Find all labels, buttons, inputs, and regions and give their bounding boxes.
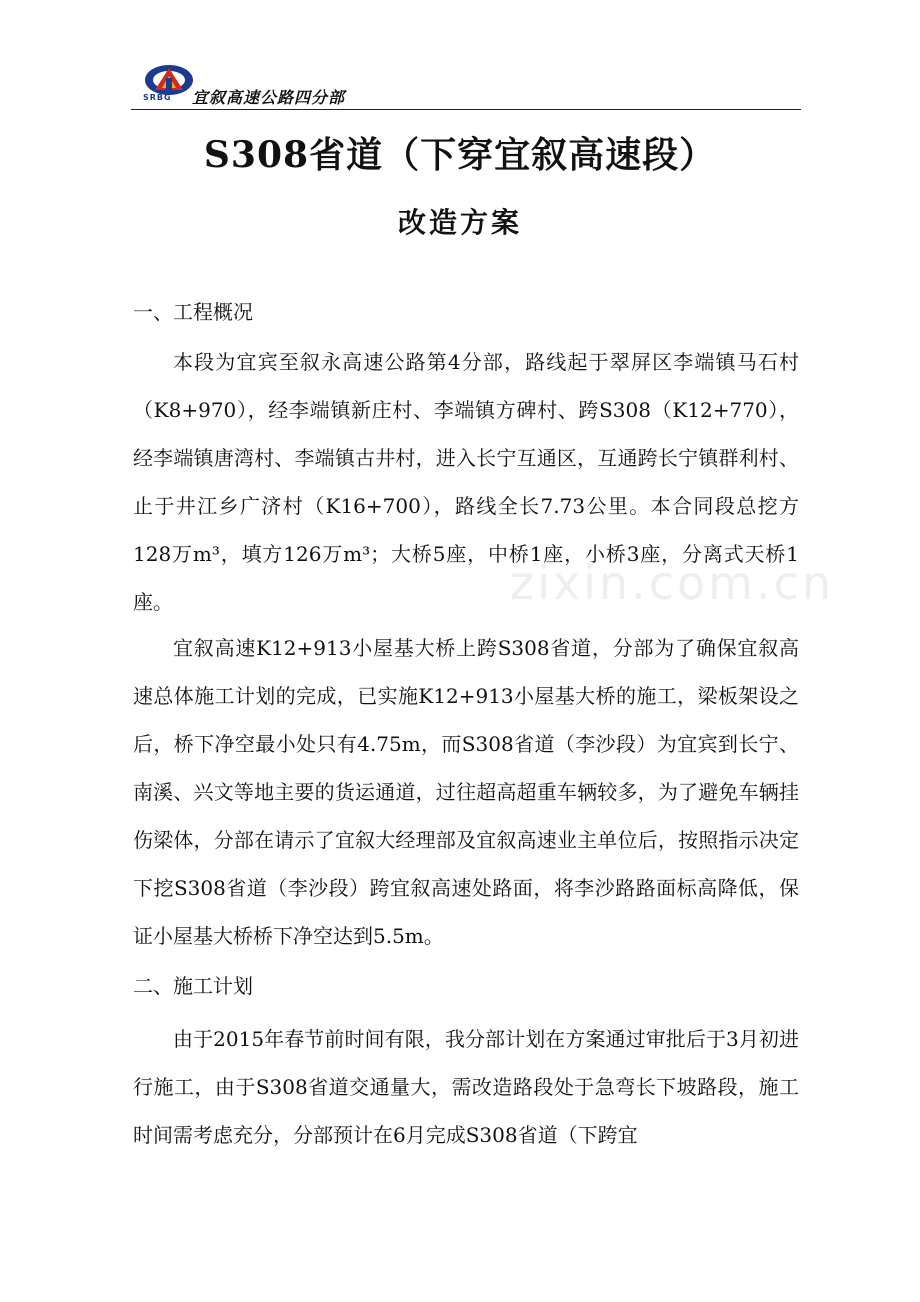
section-heading-overview: 一、工程概况 — [133, 300, 253, 324]
document-subtitle: 改造方案 — [397, 206, 522, 239]
paragraph-bridge-clearance: 宜叙高速K12+913小屋基大桥上跨S308省道，分部为了确保宜叙高速总体施工计划的完成，已实施K12+913小屋基大桥的施工，梁板架设之后，桥下净空最小处只有4.75m，而S308省道（李沙段）为宜宾到长宁、南溪、兴文等地主要的货运通道，过往超高超重车辆较多，为了避免车辆挂伤梁体，分部在请示了宜叙大经理部及宜叙高速业主单位后，按照指示决定下挖S308省道（李沙段）跨宜叙高速处路面，将李沙路路面标高降低，保证小屋基大桥桥下净空达到5.5m。 — [133, 636, 799, 948]
logo-text: SRBG — [143, 93, 172, 102]
paragraph-construction-plan: 由于2015年春节前时间有限，我分部计划在方案通过审批后于3月初进行施工，由于S308省道交通量大，需改造路段处于急弯长下坡路段，施工时间需考虑充分，分部预计在6月完成S308省道（下跨宜 — [133, 1027, 799, 1147]
header-divider — [131, 109, 801, 110]
section-heading-construction-plan: 二、施工计划 — [133, 974, 253, 998]
watermark: zixin.com.cn — [510, 556, 835, 610]
page-header — [131, 60, 801, 112]
company-name: 宜叙高速公路四分部 — [192, 88, 346, 107]
document-title: S308省道（下穿宜叙高速段） — [203, 134, 717, 176]
paragraph-project-overview: 本段为宜宾至叙永高速公路第4分部，路线起于翠屏区李端镇马石村（K8+970），经李端镇新庄村、李端镇方碑村、跨S308（K12+770），经李端镇唐湾村、李端镇古井村，进入长宁互通区，互通跨长宁镇群利村、止于井江乡广济村（K16+700），路线全长7.73公里。本合同段总挖方128万m³，填方126万m³；大桥5座，中桥1座，小桥3座，分离式天桥1座。 — [133, 350, 799, 614]
